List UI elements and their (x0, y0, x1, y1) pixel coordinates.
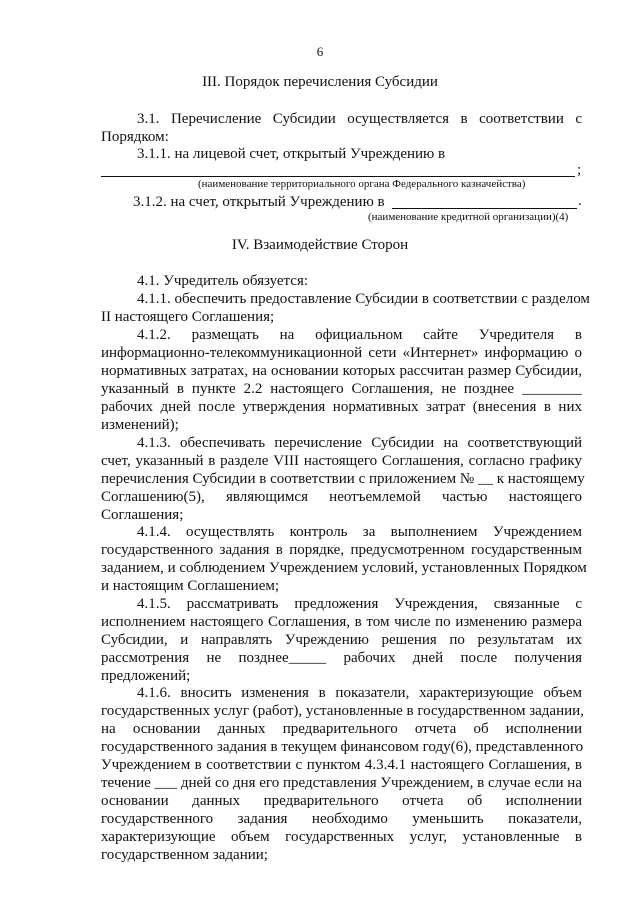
line-13: Соглашению(5), являющимся неотъемлемой частью настоящего (101, 489, 582, 505)
line-12: перечисления Субсидии в соответствии с приложением № __ к настоящему (101, 471, 585, 487)
line-25: государственных услуг (работ), установленные в государственном задании, (101, 703, 584, 719)
line-15: 4.1.4. осуществлять контроль за выполнением Учреждением (137, 524, 582, 540)
line-22: рассмотрения не позднее_____ рабочих дней после получения (101, 650, 582, 666)
paragraph-3-1-line2: Порядком: (101, 129, 169, 145)
line-6: нормативных затратах, на основании которых рассчитан размер Субсидии, (101, 363, 582, 379)
blank-line-bank (392, 208, 577, 209)
line-26: на основании данных предварительного отчета об исполнении (101, 721, 582, 737)
treasury-name-caption: (наименование территориального органа Федерального казначейства) (198, 178, 526, 190)
line-10: 4.1.3. обеспечивать перечисление Субсидии на соответствующий (137, 435, 582, 451)
section-4-title: IV. Взаимодействие Сторон (231, 237, 409, 253)
line-18: и настоящим Соглашением; (101, 578, 280, 594)
line-30: основании данных предварительного отчета об исполнении (101, 793, 582, 809)
paragraph-3-1-line1: 3.1. Перечисление Субсидии осуществляется в соответствии с (137, 111, 582, 127)
line-20: исполнением настоящего Соглашения, в том числе по изменению размера (101, 614, 582, 630)
line-2: 4.1.1. обеспечить предоставление Субсидии в соответствии с разделом (137, 291, 590, 307)
line-11: счет, указанный в разделе VIII настоящего Соглашения, согласно графику (101, 453, 582, 469)
line-8: рабочих дней после утверждения нормативных затрат (внесения в них (101, 399, 582, 415)
line-21: Субсидии, и направлять Учреждению решения по результатам их (101, 632, 582, 648)
line-28: Учреждением в соответствии с пунктом 4.3.4.1 настоящего Соглашения, в (101, 757, 582, 773)
blank-line-treasury (101, 176, 575, 177)
line-17: заданием, и соблюдением Учреждением условий, установленных Порядком (101, 560, 587, 576)
line-9: изменений); (101, 417, 179, 433)
paragraph-3-1-1: 3.1.1. на лицевой счет, открытый Учреждению в (137, 146, 446, 162)
paragraph-3-1-2: 3.1.2. на счет, открытый Учреждению в (133, 194, 385, 210)
line-7: указанный в пункте 2.2 настоящего Соглашения, не позднее ________ (101, 381, 582, 397)
paragraph-3-1-2-end: . (578, 193, 582, 209)
line-24: 4.1.6. вносить изменения в показатели, характеризующие объем (137, 685, 582, 701)
line-27: государственного задания в текущем финансовом году(6), представленного (101, 739, 584, 755)
line-29: течение ___ дней со дня его представления Учреждением, в случае если на (101, 775, 582, 791)
paragraph-3-1-1-end: ; (577, 162, 582, 178)
line-3: II настоящего Соглашения; (101, 309, 275, 325)
line-14: Соглашения; (101, 507, 184, 523)
line-33: государственном задании; (101, 847, 268, 863)
page-number: 6 (316, 44, 324, 59)
line-32: характеризующие объем государственных услуг, установленные в (101, 829, 582, 845)
line-19: 4.1.5. рассматривать предложения Учреждения, связанные с (137, 596, 582, 612)
line-16: государственного задания в порядке, предусмотренном государственным (101, 542, 582, 558)
line-23: предложений; (101, 668, 191, 684)
section-3-title: III. Порядок перечисления Субсидии (202, 74, 438, 90)
bank-name-caption: (наименование кредитной организации)(4) (368, 211, 569, 223)
line-4: 4.1.2. размещать на официальном сайте Учредителя в (137, 327, 582, 343)
line-5: информационно-телекоммуникационной сети «Интернет» информацию о (101, 345, 582, 361)
line-31: государственного задания необходимо уменьшить показатели, (101, 811, 582, 827)
line-1: 4.1. Учредитель обязуется: (137, 273, 309, 289)
